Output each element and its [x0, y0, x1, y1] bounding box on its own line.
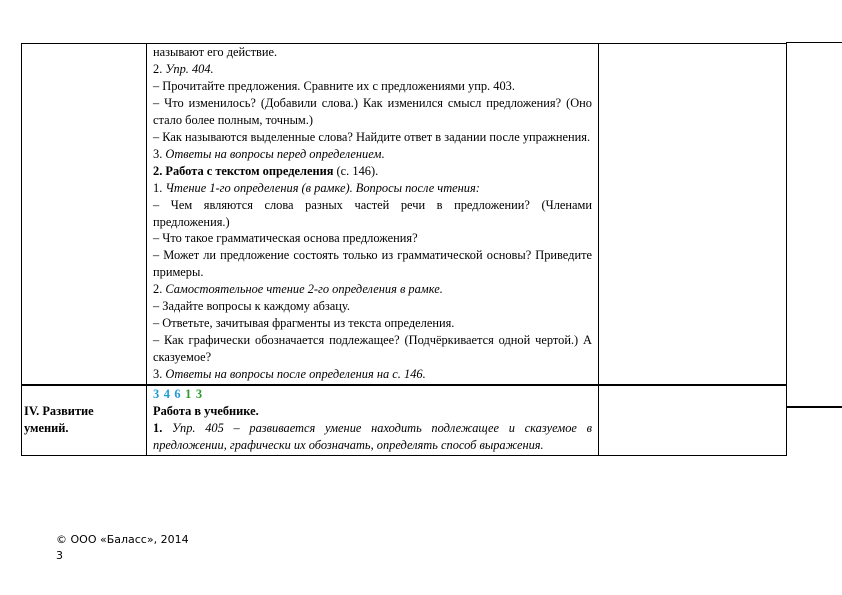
- stage-title: [22, 386, 146, 437]
- content-text: [147, 44, 598, 384]
- content-line-part: (с. 146).: [333, 163, 379, 178]
- content-line: [153, 180, 592, 197]
- content-text: [147, 386, 598, 455]
- skill-digit: 4: [163, 387, 171, 402]
- table-row: [22, 385, 787, 455]
- content-line: – Ответьте, зачитывая фрагменты из текста определения.: [153, 316, 455, 331]
- copyright-notice: © ООО «Баласс», 2014: [56, 533, 189, 546]
- table-row: [22, 44, 787, 386]
- skill-digit: 3: [195, 387, 203, 402]
- content-line-part: 2.: [153, 282, 166, 297]
- exercise-text: Упр. 405 – развивается умение находить подлежащее и сказуемое в предложении, графически их обозначать, определять способ выражения.: [153, 421, 592, 452]
- content-line: [153, 366, 592, 383]
- content-line-part: Упр. 404.: [165, 61, 214, 76]
- content-cell: [147, 385, 599, 455]
- content-line-part: 2.: [153, 61, 166, 76]
- skill-digit: 3: [153, 387, 160, 402]
- content-line: – Что изменилось? (Добавили слова.) Как изменился смысл предложения? (Оно стало более полным, точным.): [153, 95, 592, 127]
- stage-title-line: IV. Развитие: [24, 404, 94, 419]
- content-line: [153, 61, 592, 78]
- exercise-number: 1.: [153, 421, 163, 436]
- content-line: – Может ли предложение состоять только из грамматической основы? Приведите примеры.: [153, 248, 592, 280]
- content-line: называют его действие.: [153, 45, 278, 59]
- content-line: [153, 281, 592, 298]
- page-number: 3: [56, 549, 63, 562]
- skill-digit: 6: [174, 387, 182, 402]
- notes-cell: [599, 385, 787, 455]
- content-line-part: 3.: [153, 367, 166, 382]
- content-line-part: 1.: [153, 180, 166, 195]
- stage-cell: [22, 385, 147, 455]
- content-line: – Чем являются слова разных частей речи в предложении? (Членами предложения.): [153, 197, 592, 229]
- exercise-item: [153, 420, 592, 454]
- content-line-part: .: [381, 146, 385, 161]
- content-line-part: Ответы на вопросы после определения на с. 146.: [165, 367, 426, 382]
- content-line: – Как графически обозначается подлежащее? (Подчёркивается одной чертой.) А сказуемое?: [153, 333, 592, 365]
- notes-cell: [599, 44, 787, 386]
- content-line: [153, 163, 592, 180]
- lesson-plan-table: [21, 43, 787, 456]
- skill-digit: 1: [185, 387, 192, 402]
- content-line-part: 2. Работа с текстом определения: [153, 163, 334, 178]
- content-line-part: Самостоятельное чтение 2-го определения в рамке.: [165, 282, 443, 297]
- content-line: – Прочитайте предложения. Сравните их с предложениями упр. 403.: [153, 78, 515, 93]
- content-line: [153, 146, 592, 163]
- content-cell: [147, 44, 599, 386]
- section-heading: Работа в учебнике.: [153, 404, 259, 419]
- skill-digits: [153, 386, 592, 403]
- content-line: – Как называются выделенные слова? Найдите ответ в задании после упражнения.: [153, 129, 591, 144]
- content-line-part: Чтение 1-го определения (в рамке). Вопросы после чтения:: [165, 180, 480, 195]
- table-top-border-extension: [786, 42, 842, 43]
- stage-title-line: умений.: [24, 421, 69, 436]
- stage-cell: [22, 44, 147, 386]
- content-line: – Задайте вопросы к каждому абзацу.: [153, 299, 350, 314]
- content-line: – Что такое грамматическая основа предложения?: [153, 231, 418, 246]
- content-line-part: 3.: [153, 146, 166, 161]
- table-row-border-extension: [786, 406, 842, 408]
- content-line-part: Ответы на вопросы перед определением: [165, 146, 382, 161]
